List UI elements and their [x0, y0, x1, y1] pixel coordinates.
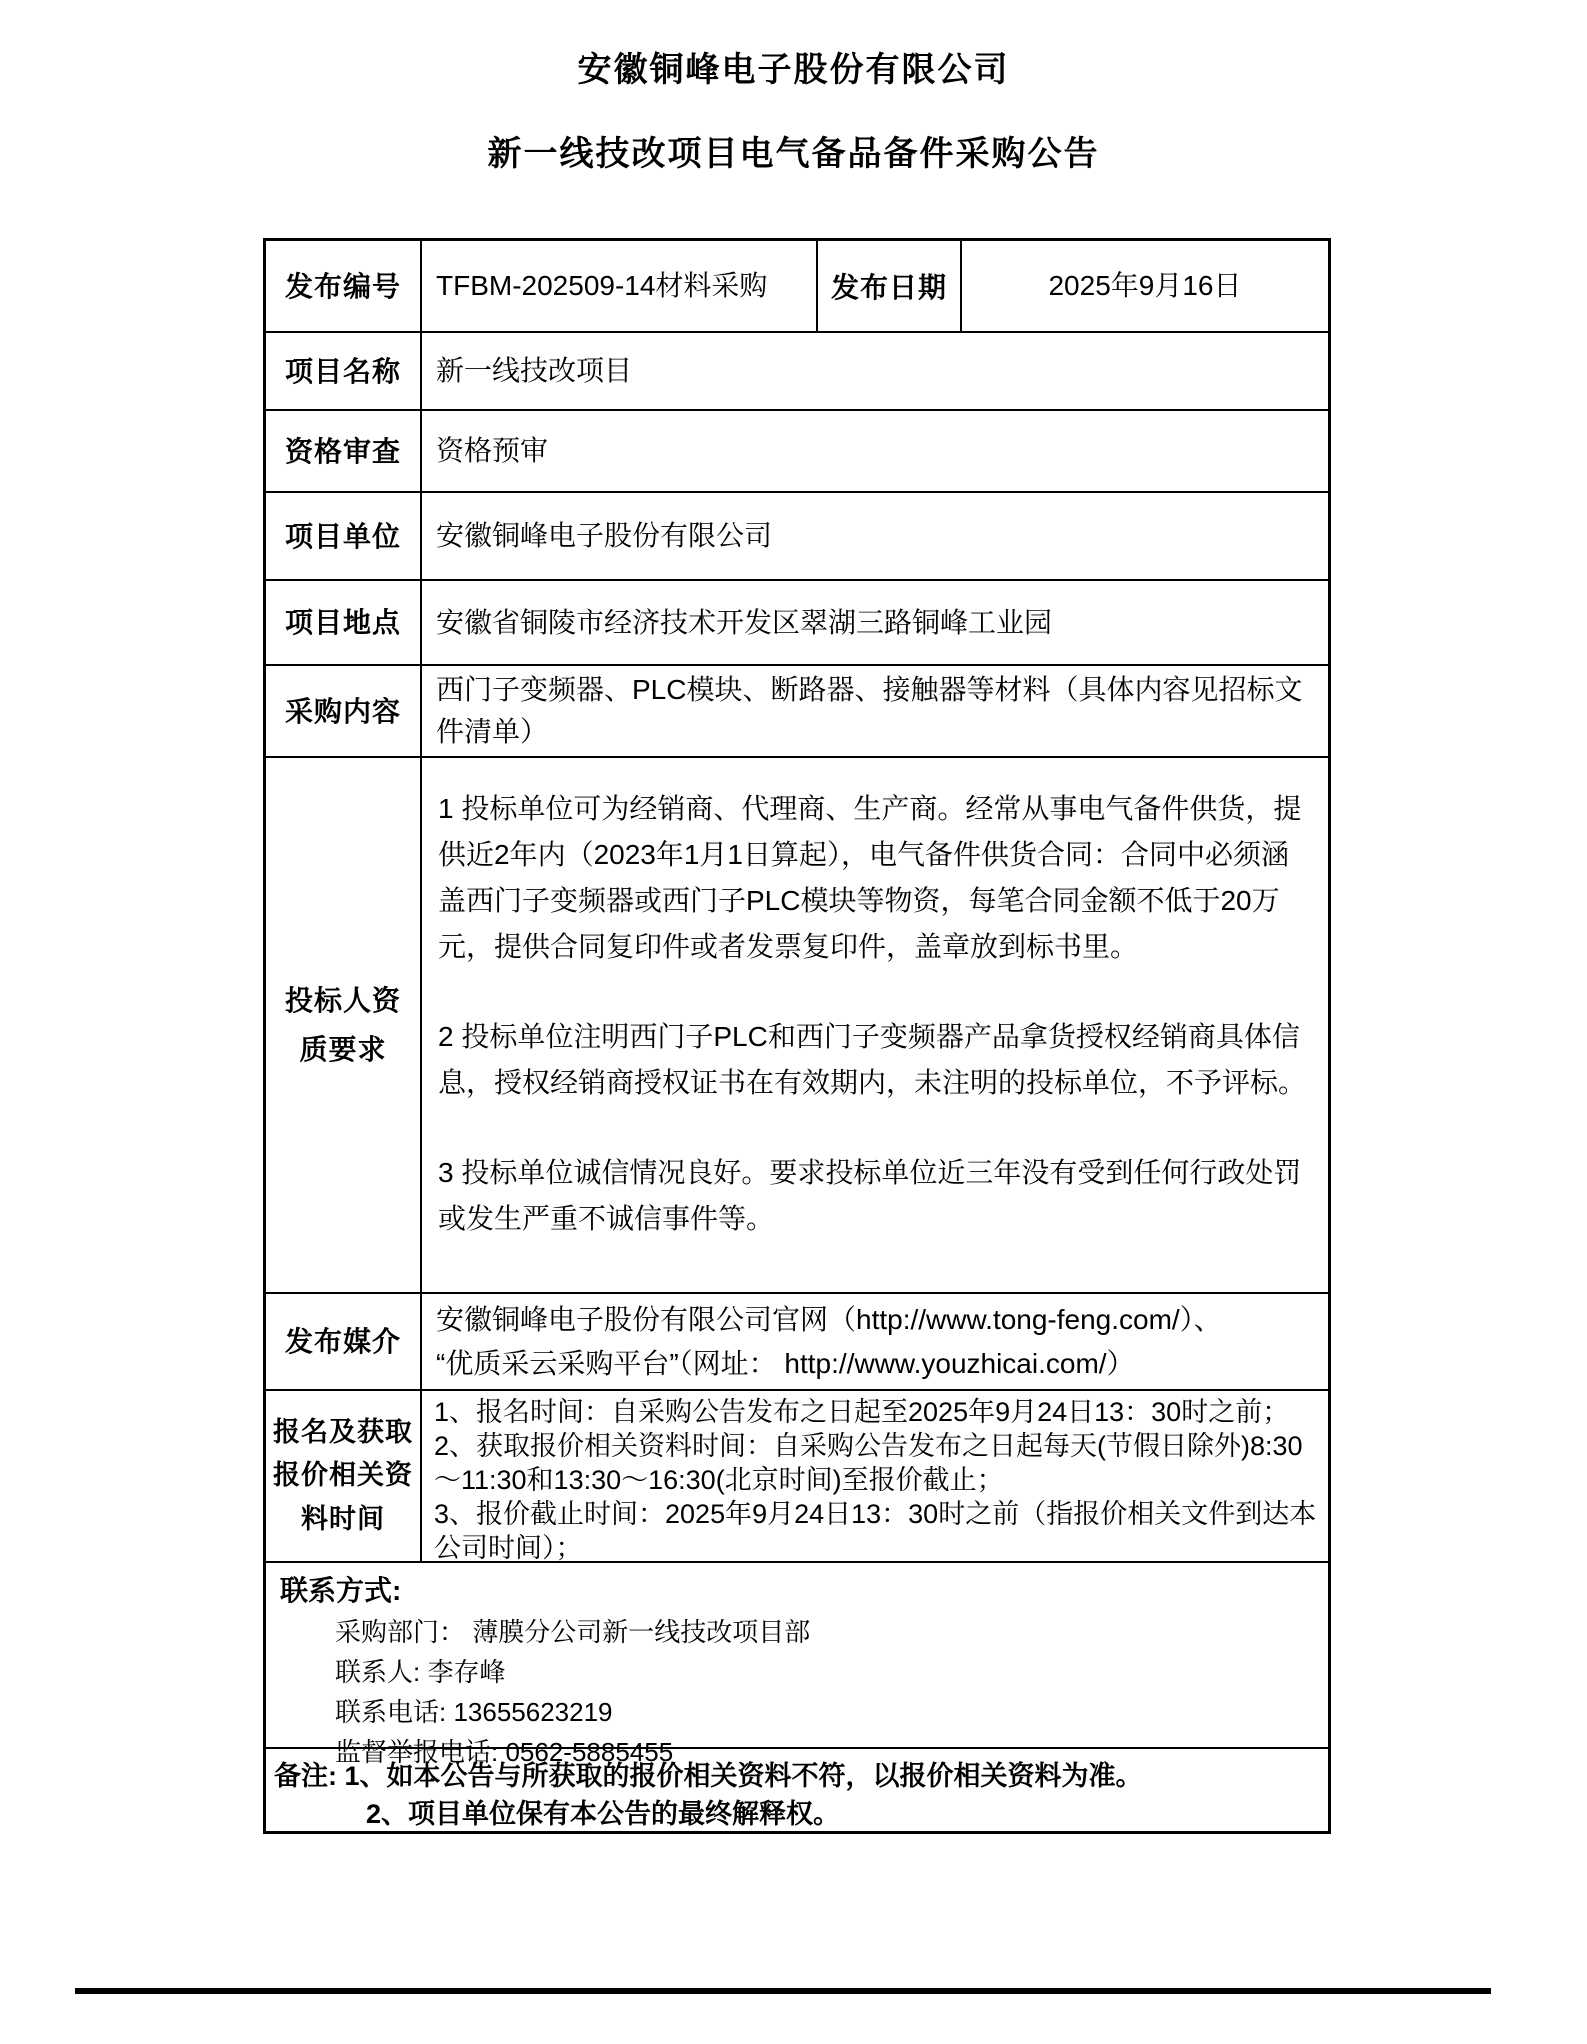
project-name-label: 项目名称	[266, 333, 422, 409]
schedule-label-line1: 报名及获取	[273, 1417, 413, 1448]
table-row-schedule	[266, 1391, 1328, 1563]
publish-media-label: 发布媒介	[266, 1294, 422, 1389]
schedule-value	[422, 1391, 1328, 1561]
table-row-procurement-content	[266, 666, 1328, 758]
table-row-project-location	[266, 581, 1328, 666]
contact-phone: 联系电话: 13655623219	[335, 1697, 613, 1727]
project-unit-label: 项目单位	[266, 493, 422, 579]
remarks-item-1: 1、如本公告与所获取的报价相关资料不符，以报价相关资料为准。	[344, 1761, 1143, 1791]
contact-person: 联系人: 李存峰	[335, 1657, 506, 1687]
qualification-paragraph-1: 1 投标单位可为经销商、代理商、生产商。经常从事电气备件供货，提供近2年内（2023年1月1日算起），电气备件供货合同：合同中必须涵盖西门子变频器或西门子PLC模块等物资，每笔合同金额不低于20万元，提供合同复印件或者发票复印件，盖章放到标书里。	[438, 793, 1302, 962]
schedule-label	[266, 1391, 422, 1561]
table-row-project-name	[266, 333, 1328, 411]
publish-number-label: 发布编号	[266, 241, 422, 331]
publish-media-line1: 安徽铜峰电子股份有限公司官网（http://www.tong-feng.com/）、	[436, 1303, 1222, 1335]
table-row-project-unit	[266, 493, 1328, 581]
announcement-table	[263, 238, 1331, 1834]
table-row-publish-media	[266, 1294, 1328, 1391]
schedule-item-1: 1、报名时间：自采购公告发布之日起至2025年9月24日13：30时之前；	[434, 1397, 1290, 1427]
project-location-value: 安徽省铜陵市经济技术开发区翠湖三路铜峰工业园	[436, 606, 1053, 638]
schedule-label-line2: 报价相关资	[273, 1460, 413, 1491]
footer-divider-rule	[75, 1988, 1491, 1994]
remarks-cell	[266, 1749, 1328, 1831]
remarks-line1	[274, 1757, 1314, 1795]
table-row-contact	[266, 1563, 1328, 1767]
contact-heading: 联系方式:	[280, 1575, 402, 1606]
document-subtitle: 新一线技改项目电气备品备件采购公告	[487, 135, 1100, 173]
publish-media-value	[422, 1294, 1328, 1389]
publish-number-value: TFBM-202509-14材料采购	[436, 270, 768, 301]
publish-media-line2: “优质采云采购平台”（网址： http://www.youzhicai.com/）	[436, 1347, 1135, 1379]
table-row-bidder-qualification	[266, 758, 1328, 1294]
remarks-prefix: 备注:	[274, 1761, 345, 1791]
bidder-qualification-label-line2: 质要求	[299, 1034, 387, 1065]
project-unit-value: 安徽铜峰电子股份有限公司	[436, 520, 773, 551]
bidder-qualification-label-line1: 投标人资	[284, 985, 401, 1016]
qualification-review-value: 资格预审	[436, 435, 549, 466]
qualification-review-label: 资格审查	[266, 411, 422, 491]
procurement-content-label: 采购内容	[266, 666, 422, 756]
table-row-qualification-review	[266, 411, 1328, 493]
contact-department: 采购部门： 薄膜分公司新一线技改项目部	[335, 1617, 811, 1647]
project-name-value: 新一线技改项目	[436, 355, 633, 386]
publish-date-label: 发布日期	[816, 241, 962, 331]
schedule-label-line3: 料时间	[301, 1503, 385, 1534]
table-row-remarks	[266, 1749, 1328, 1831]
contact-supervision-phone: 监督举报电话: 0562-5885455	[335, 1737, 674, 1767]
document-title: 安徽铜峰电子股份有限公司	[577, 51, 1010, 89]
qualification-paragraph-2: 2 投标单位注明西门子PLC和西门子变频器产品拿货授权经销商具体信息，授权经销商授权证书在有效期内，未注明的投标单位，不予评标。	[438, 1021, 1307, 1098]
qualification-paragraph-3: 3 投标单位诚信情况良好。要求投标单位近三年没有受到任何行政处罚或发生严重不诚信事件等。	[438, 1157, 1302, 1234]
bidder-qualification-label	[266, 758, 422, 1292]
bidder-qualification-value	[422, 758, 1328, 1292]
table-row-publish-info	[266, 241, 1328, 333]
contact-cell	[266, 1563, 1328, 1767]
schedule-item-3: 3、报价截止时间：2025年9月24日13：30时之前（指报价相关文件到达本公司时间）；	[434, 1499, 1317, 1563]
schedule-item-2: 2、获取报价相关资料时间：自采购公告发布之日起每天(节假日除外)8:30～11:30和13:30～16:30(北京时间)至报价截止；	[434, 1431, 1303, 1495]
project-location-label: 项目地点	[266, 581, 422, 664]
publish-date-value: 2025年9月16日	[1048, 270, 1242, 301]
procurement-content-value: 西门子变频器、PLC模块、断路器、接触器等材料（具体内容见招标文件清单）	[436, 674, 1303, 747]
remarks-item-2: 2、项目单位保有本公告的最终解释权。	[366, 1799, 841, 1829]
